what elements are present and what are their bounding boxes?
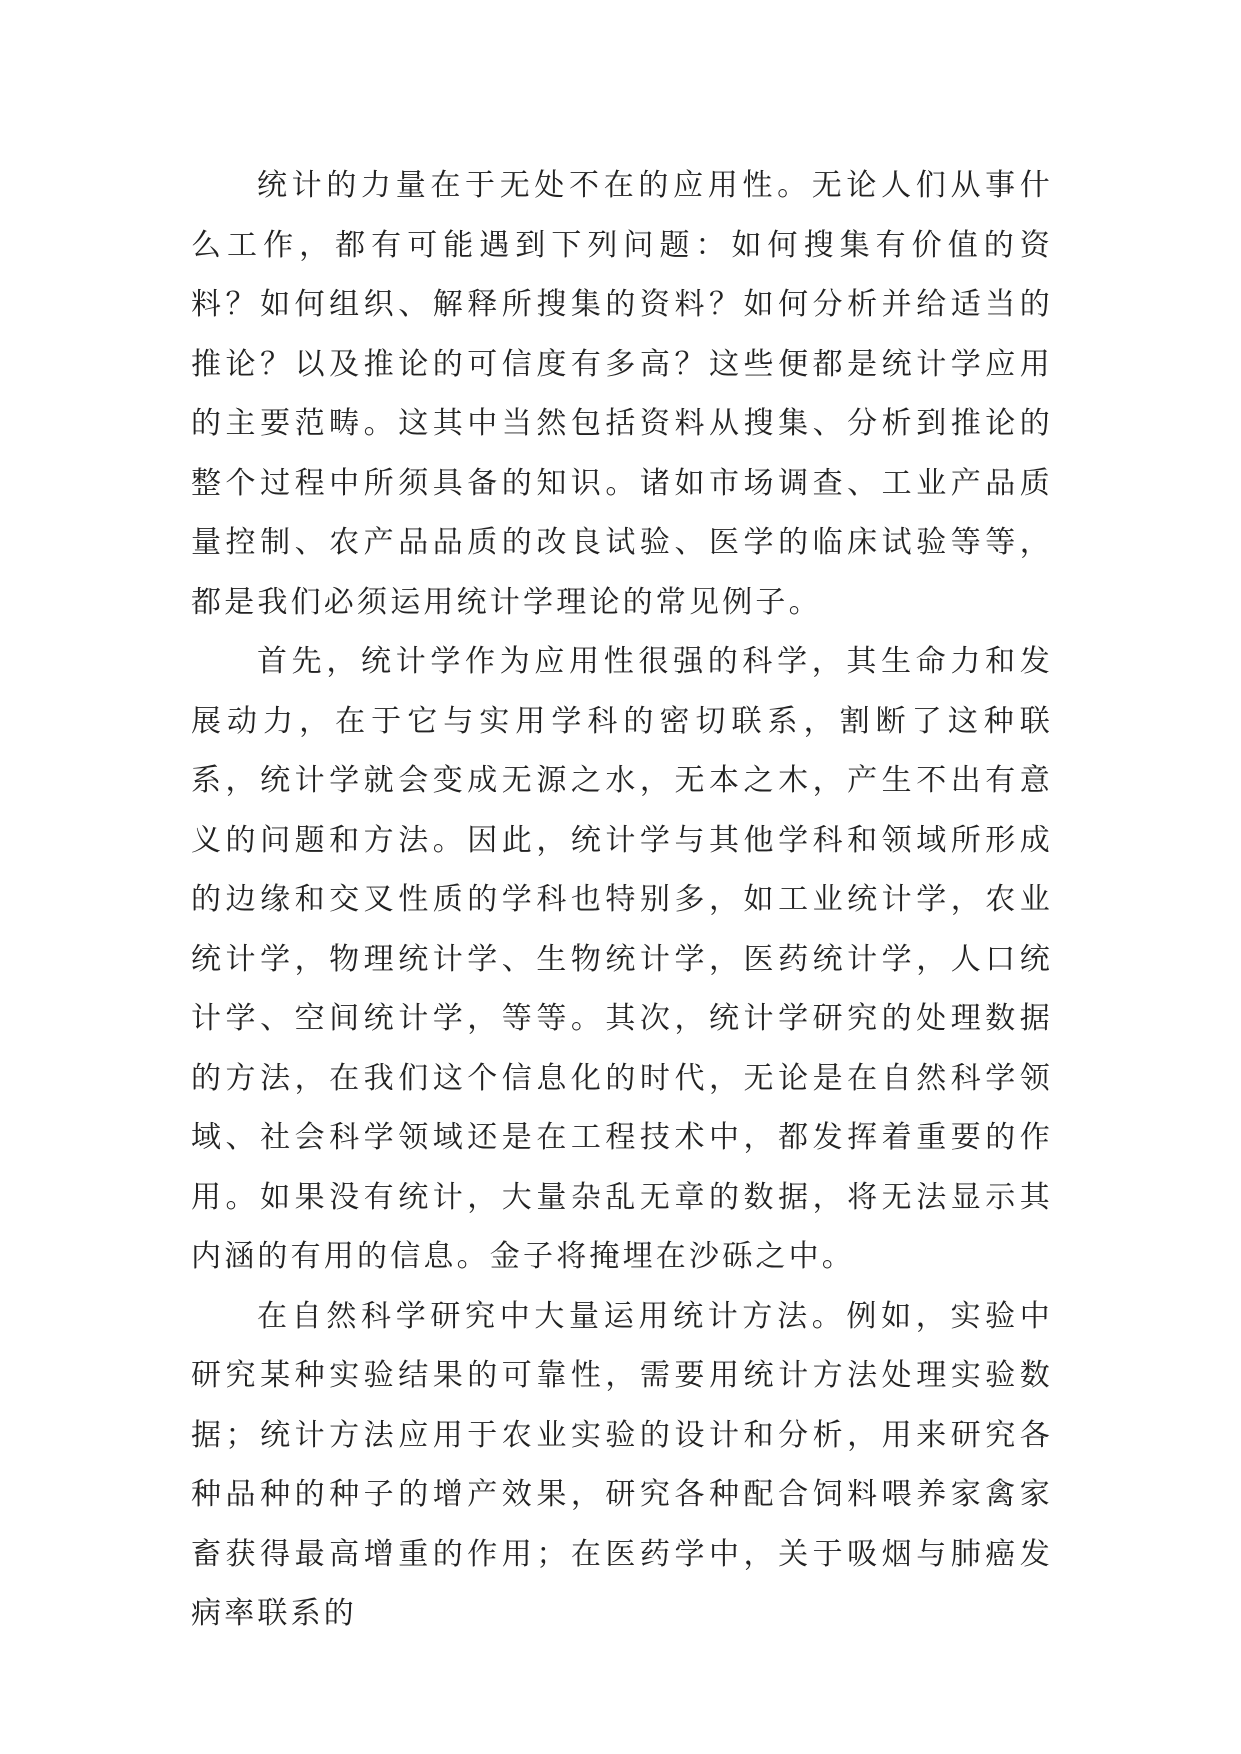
paragraph-2: 首先，统计学作为应用性很强的科学，其生命力和发展动力，在于它与实用学科的密切联系，割断了这种联系，统计学就会变成无源之水，无本之木，产生不出有意义的问题和方法。因此，统计学与其他学科和领域所形成的边缘和交叉性质的学科也特别多，如工业统计学，农业统计学，物理统计学、生物统计学，医药统计学，人口统计学、空间统计学，等等。其次，统计学研究的处理数据的方法，在我们这个信息化的时代，无论是在自然科学领域、社会科学领域还是在工程技术中，都发挥着重要的作用。如果没有统计，大量杂乱无章的数据，将无法显示其内涵的有用的信息。金子将掩埋在沙砾之中。: [191, 644, 1053, 1274]
body-text: [191, 156, 1053, 1644]
paragraph-3: 在自然科学研究中大量运用统计方法。例如，实验中研究某种实验结果的可靠性，需要用统计方法处理实验数据；统计方法应用于农业实验的设计和分析，用来研究各种品种的种子的增产效果，研究各种配合饲料喂养家禽家畜获得最高增重的作用；在医药学中，关于吸烟与肺癌发病率联系的: [191, 1298, 1053, 1631]
paragraph-1: 统计的力量在于无处不在的应用性。无论人们从事什么工作，都有可能遇到下列问题：如何搜集有价值的资料？如何组织、解释所搜集的资料？如何分析并给适当的推论？以及推论的可信度有多高？这些便都是统计学应用的主要范畴。这其中当然包括资料从搜集、分析到推论的整个过程中所须具备的知识。诸如市场调查、工业产品质量控制、农产品品质的改良试验、医学的临床试验等等，都是我们必须运用统计学理论的常见例子。: [191, 168, 1053, 620]
